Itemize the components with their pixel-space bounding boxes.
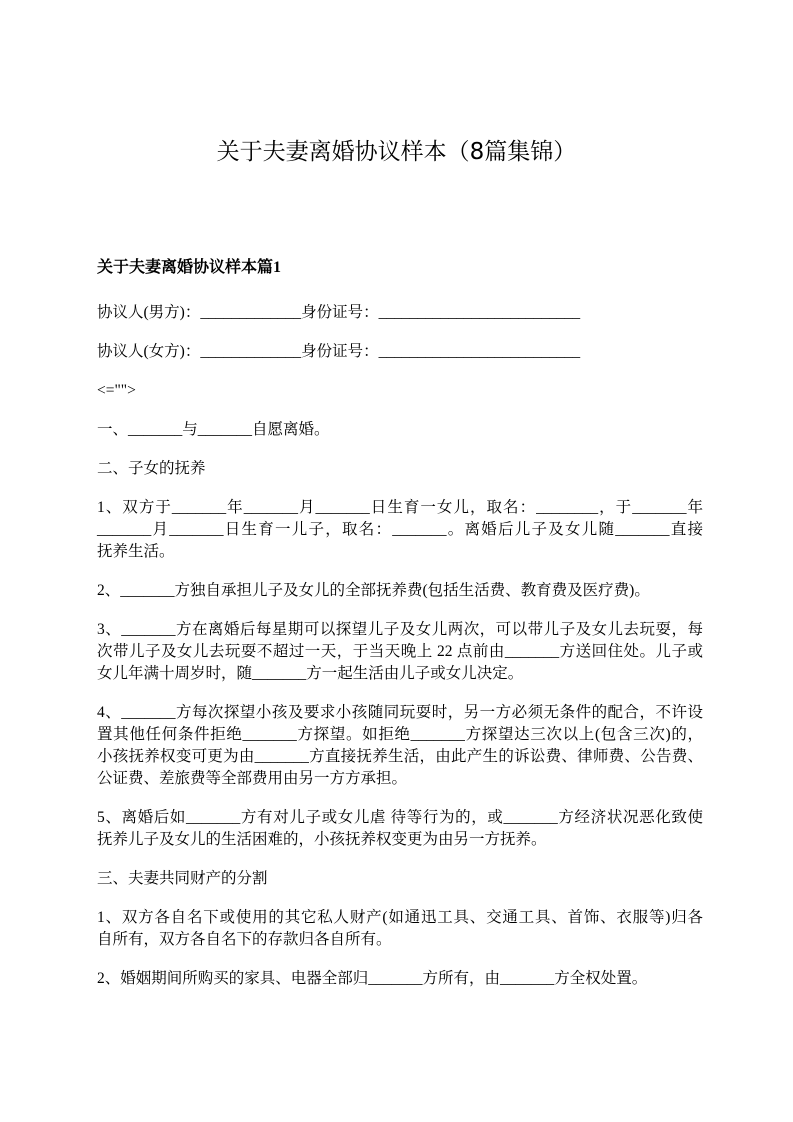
paragraph-line: 5、离婚后如_______方有对儿子或女儿虐 待等行为的，或_______方经济状况恶化致使	[97, 809, 703, 826]
custody-item-4	[97, 702, 703, 790]
paragraph-line: 公证费、差旅费等全部费用由另一方方承担。	[97, 770, 408, 787]
paragraph-line: 协议人(女方)：_____________身份证号：__________________________	[97, 343, 581, 360]
paragraph-line: 一、_______与_______自愿离婚。	[97, 421, 330, 438]
paragraph-line: 抚养儿子及女儿的生活困难的，小孩抚养权变更为由另一方抚养。	[97, 831, 547, 848]
paragraph-line: 三、夫妻共同财产的分割	[97, 870, 268, 887]
section-heading: 关于夫妻离婚协议样本篇1	[97, 259, 282, 276]
party-male-line	[97, 302, 703, 324]
paragraph-line: 自所有，双方各自名下的存款归各自所有。	[97, 931, 392, 948]
paragraph-line: 小孩抚养权变可更为由_______方直接抚养生活，由此产生的诉讼费、律师费、公告费、	[97, 748, 703, 765]
paragraph-line: 二、子女的抚养	[97, 460, 206, 477]
document-title: 关于夫妻离婚协议样本（8篇集锦）	[216, 139, 577, 165]
property-item-2	[97, 968, 703, 990]
document-body	[97, 257, 703, 990]
custody-item-5	[97, 807, 703, 851]
paragraph-line: 抚养生活。	[97, 543, 175, 560]
paragraph-line: 3、_______方在离婚后每星期可以探望儿子及女儿两次，可以带儿子及女儿去玩耍，每	[97, 621, 703, 638]
custody-item-2	[97, 580, 703, 602]
paragraph-line: 协议人(男方)：_____________身份证号：__________________________	[97, 304, 581, 321]
custody-item-3	[97, 619, 703, 685]
paragraph-line: _______月_______日生育一儿子，取名：_______。离婚后儿子及女儿随_______直接	[97, 521, 703, 538]
paragraph-line: 女儿年满十周岁时，随_______方一起生活由儿子或女儿决定。	[97, 665, 524, 682]
custody-item-1	[97, 497, 703, 563]
property-item-1	[97, 907, 703, 951]
heading-property-division	[97, 868, 703, 890]
paragraph-line: 4、_______方每次探望小孩及要求小孩随同玩耍时，另一方必须无条件的配合，不许设	[97, 704, 703, 721]
paragraph-line: 置其他任何条件拒绝_______方探望。如拒绝_______方探望达三次以上(包含三次)的，	[97, 726, 703, 743]
paragraph-line: 1、双方于_______年_______月_______日生育一女儿，取名：________，于_______年	[97, 499, 703, 516]
paragraph-line: 2、_______方独自承担儿子及女儿的全部抚养费(包括生活费、教育费及医疗费)。	[97, 582, 650, 599]
paragraph-line: <="">	[97, 382, 136, 399]
stray-markup-text	[97, 380, 703, 402]
party-female-line	[97, 341, 703, 363]
paragraph-line: 2、婚姻期间所购买的家具、电器全部归_______方所有，由_______方全权处置。	[97, 970, 648, 987]
clause-voluntary-divorce	[97, 419, 703, 441]
heading-child-custody	[97, 458, 703, 480]
paragraph-line: 1、双方各自名下或使用的其它私人财产(如通迅工具、交通工具、首饰、衣服等)归各	[97, 909, 703, 926]
paragraph-line: 次带儿子及女儿去玩耍不超过一天，于当天晚上 22 点前由_______方送回住处。儿子或	[97, 643, 703, 660]
